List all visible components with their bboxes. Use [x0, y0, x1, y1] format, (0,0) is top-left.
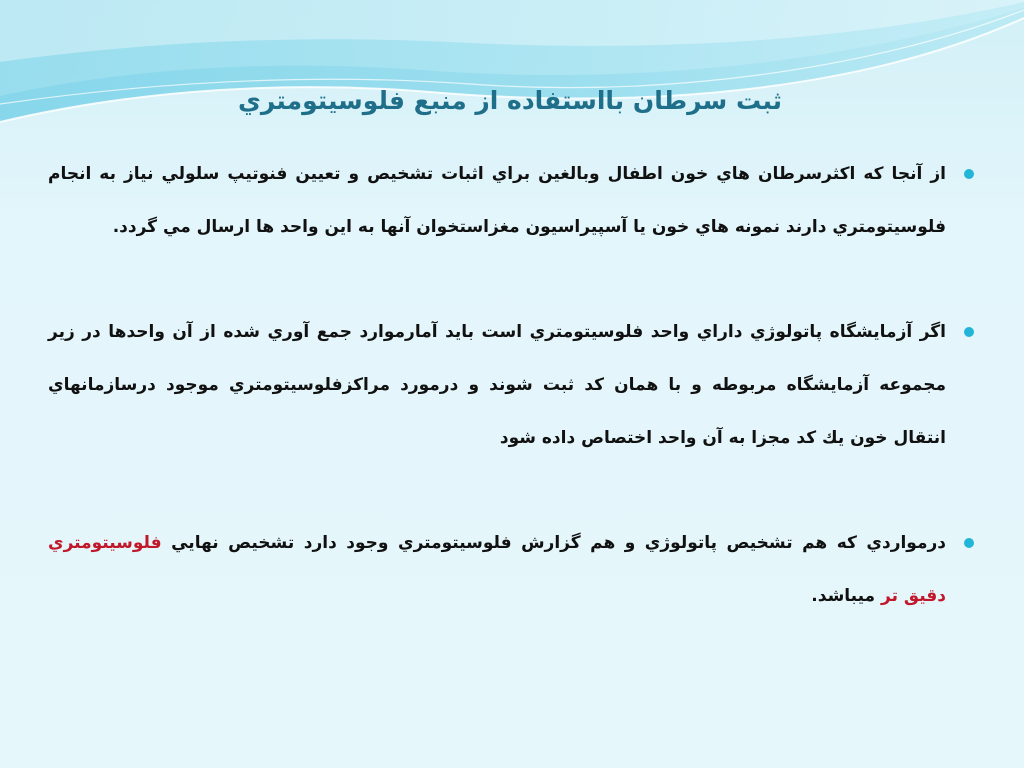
bullet-text: درمواردي كه هم تشخيص پاتولوژي و هم گزارش فلوسيتومتري وجود دارد تشخيص نهايي [161, 533, 946, 553]
bullet-dot-icon [964, 169, 974, 179]
bullet-text: اگر آزمايشگاه پاتولوژي داراي واحد فلوسيتومتري است بايد آمارموارد جمع آوري شده از آن واحدها در زير مجموعه آزمايشگاه مربوطه و با همان كد ثبت شوند و درمورد مراكزفلوسيتومتري موجود درسازمانهاي انتقال خون يك كد مجزا به آن واحد اختصاص داده شود [48, 322, 946, 448]
bullet-item [48, 306, 978, 465]
slide-title: ثبت سرطان بااستفاده از منبع فلوسيتومتري [237, 86, 783, 115]
bullet-text: از آنجا كه اكثرسرطان هاي خون اطفال وبالغين براي اثبات تشخيص و تعيين فنوتيپ سلولي نياز به انجام فلوسيتومتري دارند نمونه هاي خون يا آسپيراسيون مغزاستخوان آنها به اين واحد ها ارسال مي گردد. [48, 164, 946, 237]
bullet-list [48, 148, 978, 623]
bullet-dot-icon [964, 538, 974, 548]
bullet-text-end: ميباشد. [811, 586, 881, 606]
bullet-dot-icon [964, 327, 974, 337]
bullet-item [48, 148, 978, 254]
highlighted-text: فلوسيتومتري دقيق تر [48, 533, 946, 606]
bullet-item [48, 517, 978, 623]
